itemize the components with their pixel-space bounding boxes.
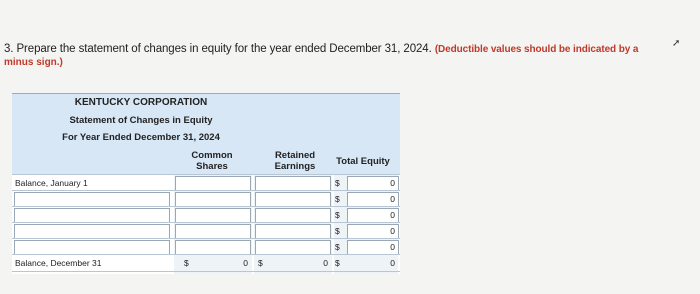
statement-header — [12, 93, 400, 175]
total-equity-value: 0 — [390, 258, 395, 268]
total-currency-symbol: $ — [335, 226, 340, 236]
total-equity-value: 0 — [390, 242, 395, 252]
retained-earnings-input[interactable] — [255, 208, 331, 223]
question-note-continued: minus sign.) — [4, 57, 63, 68]
question-note: (Deductible values should be indicated by a — [434, 44, 639, 55]
total-currency-symbol: $ — [335, 210, 340, 220]
table-row — [12, 206, 400, 223]
column-header-retained-earnings: Retained Earnings — [274, 150, 316, 172]
retained-currency-symbol: $ — [258, 258, 263, 268]
common-shares-input[interactable] — [175, 208, 251, 223]
retained-earnings-value: 0 — [323, 258, 328, 268]
table-row — [12, 174, 400, 191]
retained-earnings-input[interactable] — [255, 240, 331, 255]
row-label-input[interactable] — [14, 208, 170, 223]
row-label: Balance, January 1 — [15, 178, 88, 188]
statement-title: Statement of Changes in Equity — [69, 115, 213, 126]
total-currency-symbol: $ — [335, 258, 340, 268]
statement-period: For Year Ended December 31, 2024 — [62, 132, 220, 143]
table-row — [12, 254, 400, 272]
common-shares-input[interactable] — [175, 224, 251, 239]
retained-earnings-input[interactable] — [255, 176, 331, 191]
row-label: Balance, December 31 — [15, 258, 102, 268]
equity-table — [12, 174, 400, 274]
row-label-input[interactable] — [14, 224, 170, 239]
question-text: 3. Prepare the statement of changes in equity for the year ended December 31, 2024. (Deductible values should be indicated by a — [4, 43, 639, 55]
column-header-common-shares: Common Shares — [191, 150, 233, 172]
row-label-input[interactable] — [14, 192, 170, 207]
total-equity-value: 0 — [390, 178, 395, 188]
common-shares-value: 0 — [243, 258, 248, 268]
retained-earnings-input[interactable] — [255, 192, 331, 207]
company-name: KENTUCKY CORPORATION — [74, 97, 208, 108]
total-currency-symbol: $ — [335, 194, 340, 204]
common-currency-symbol: $ — [184, 258, 189, 268]
retained-earnings-input[interactable] — [255, 224, 331, 239]
total-equity-value: 0 — [390, 226, 395, 236]
table-row — [12, 190, 400, 207]
row-label-input[interactable] — [14, 240, 170, 255]
table-row — [12, 238, 400, 255]
common-shares-input[interactable] — [175, 192, 251, 207]
common-shares-input[interactable] — [175, 176, 251, 191]
table-row — [12, 222, 400, 239]
total-currency-symbol: $ — [335, 178, 340, 188]
total-equity-value: 0 — [390, 194, 395, 204]
cursor-icon: ➚ — [672, 38, 681, 49]
total-currency-symbol: $ — [335, 242, 340, 252]
common-shares-input[interactable] — [175, 240, 251, 255]
total-equity-value: 0 — [390, 210, 395, 220]
column-header-total-equity: Total Equity — [336, 156, 390, 167]
